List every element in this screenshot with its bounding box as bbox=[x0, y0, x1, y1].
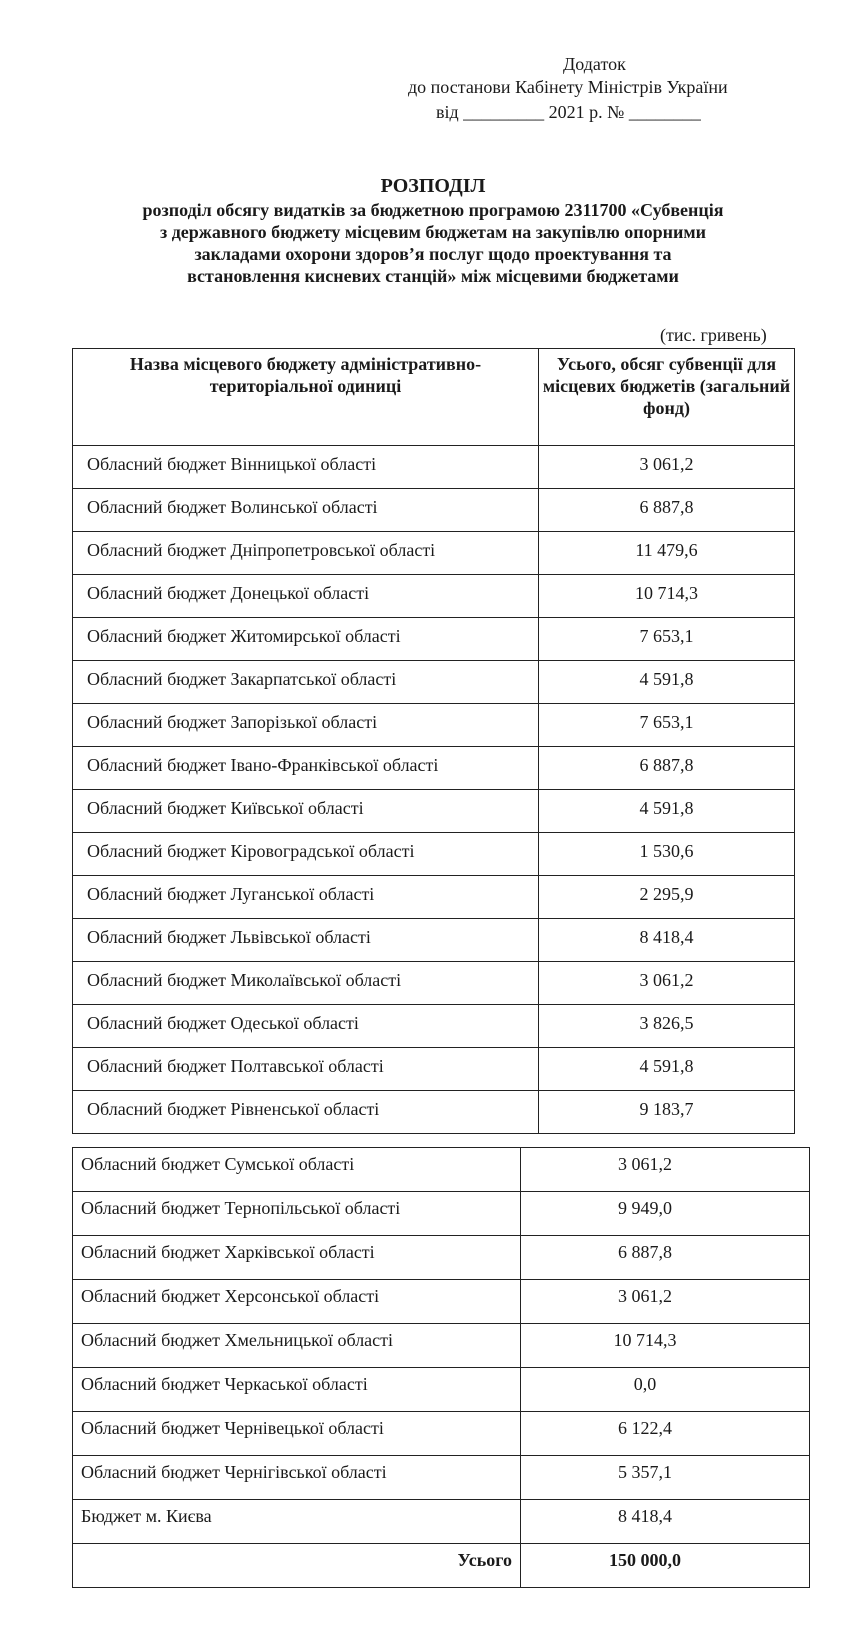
distribution-table-page2 bbox=[72, 1147, 810, 1588]
budget-name-cell: Обласний бюджет Вінницької області bbox=[73, 446, 539, 489]
amount-cell: 0,0 bbox=[521, 1368, 810, 1412]
budget-name-cell: Обласний бюджет Тернопільської області bbox=[73, 1192, 521, 1236]
distribution-table-page1 bbox=[72, 348, 795, 1134]
subtitle-line: встановлення кисневих станцій» між місцевими бюджетами bbox=[187, 266, 679, 286]
budget-name-cell: Обласний бюджет Полтавської області bbox=[73, 1048, 539, 1091]
table-row bbox=[73, 446, 795, 489]
column-header-amount: Усього, обсяг субвенції для місцевих бюджетів (загальний фонд) bbox=[539, 349, 795, 446]
budget-name-cell: Обласний бюджет Запорізької області bbox=[73, 704, 539, 747]
budget-name-cell: Обласний бюджет Дніпропетровської області bbox=[73, 532, 539, 575]
table-row bbox=[73, 790, 795, 833]
amount-cell: 8 418,4 bbox=[539, 919, 795, 962]
budget-name-cell: Обласний бюджет Донецької області bbox=[73, 575, 539, 618]
amount-cell: 3 061,2 bbox=[521, 1148, 810, 1192]
amount-cell: 4 591,8 bbox=[539, 1048, 795, 1091]
column-header-budget-name: Назва місцевого бюджету адміністративно-територіальної одиниці bbox=[73, 349, 539, 446]
budget-name-cell: Обласний бюджет Одеської області bbox=[73, 1005, 539, 1048]
amount-cell: 7 653,1 bbox=[539, 704, 795, 747]
amount-cell: 3 061,2 bbox=[539, 962, 795, 1005]
amount-cell: 4 591,8 bbox=[539, 661, 795, 704]
budget-name-cell: Обласний бюджет Хмельницької області bbox=[73, 1324, 521, 1368]
amount-cell: 10 714,3 bbox=[521, 1324, 810, 1368]
table-body-page2 bbox=[73, 1148, 810, 1544]
table-row bbox=[73, 1048, 795, 1091]
table-body-page1 bbox=[73, 446, 795, 1134]
table-row bbox=[73, 876, 795, 919]
subtitle-line: розподіл обсягу видатків за бюджетною програмою 2311700 «Субвенція bbox=[142, 200, 724, 220]
amount-cell: 7 653,1 bbox=[539, 618, 795, 661]
amount-cell: 9 183,7 bbox=[539, 1091, 795, 1134]
amount-cell: 11 479,6 bbox=[539, 532, 795, 575]
table-row bbox=[73, 747, 795, 790]
resolution-reference: до постанови Кабінету Міністрів України bbox=[408, 77, 728, 97]
budget-name-cell: Обласний бюджет Житомирської області bbox=[73, 618, 539, 661]
budget-name-cell: Обласний бюджет Івано-Франківської області bbox=[73, 747, 539, 790]
table-row bbox=[73, 1456, 810, 1500]
total-value: 150 000,0 bbox=[521, 1544, 810, 1588]
budget-name-cell: Обласний бюджет Херсонської області bbox=[73, 1280, 521, 1324]
table-row bbox=[73, 1324, 810, 1368]
table-row bbox=[73, 1236, 810, 1280]
units-label: (тис. гривень) bbox=[660, 325, 767, 345]
budget-name-cell: Обласний бюджет Кіровоградської області bbox=[73, 833, 539, 876]
amount-cell: 10 714,3 bbox=[539, 575, 795, 618]
budget-name-cell: Обласний бюджет Львівської області bbox=[73, 919, 539, 962]
amount-cell: 1 530,6 bbox=[539, 833, 795, 876]
subtitle-line: з державного бюджету місцевим бюджетам на закупівлю опорними bbox=[159, 222, 707, 242]
table-row bbox=[73, 1280, 810, 1324]
budget-name-cell: Обласний бюджет Закарпатської області bbox=[73, 661, 539, 704]
amount-cell: 6 887,8 bbox=[539, 747, 795, 790]
amount-cell: 6 887,8 bbox=[521, 1236, 810, 1280]
budget-name-cell: Обласний бюджет Волинської області bbox=[73, 489, 539, 532]
table-row bbox=[73, 661, 795, 704]
amount-cell: 3 061,2 bbox=[539, 446, 795, 489]
table-row bbox=[73, 1148, 810, 1192]
budget-name-cell: Обласний бюджет Харківської області bbox=[73, 1236, 521, 1280]
budget-name-cell: Обласний бюджет Чернівецької області bbox=[73, 1412, 521, 1456]
budget-name-cell: Обласний бюджет Рівненської області bbox=[73, 1091, 539, 1134]
subtitle-line: закладами охорони здоров’я послуг щодо проектування та bbox=[194, 244, 672, 264]
budget-name-cell: Обласний бюджет Сумської області bbox=[73, 1148, 521, 1192]
amount-cell: 5 357,1 bbox=[521, 1456, 810, 1500]
table-row bbox=[73, 532, 795, 575]
table-row bbox=[73, 704, 795, 747]
amount-cell: 4 591,8 bbox=[539, 790, 795, 833]
budget-name-cell: Обласний бюджет Київської області bbox=[73, 790, 539, 833]
table-row bbox=[73, 1368, 810, 1412]
budget-name-cell: Обласний бюджет Луганської області bbox=[73, 876, 539, 919]
budget-name-cell: Обласний бюджет Чернігівської області bbox=[73, 1456, 521, 1500]
budget-name-cell: Обласний бюджет Миколаївської області bbox=[73, 962, 539, 1005]
table-row bbox=[73, 919, 795, 962]
table-row bbox=[73, 1500, 810, 1544]
amount-cell: 2 295,9 bbox=[539, 876, 795, 919]
table-row bbox=[73, 618, 795, 661]
document-subtitle bbox=[40, 199, 826, 287]
table-row bbox=[73, 489, 795, 532]
table-row bbox=[73, 1005, 795, 1048]
amount-cell: 3 061,2 bbox=[521, 1280, 810, 1324]
amount-cell: 9 949,0 bbox=[521, 1192, 810, 1236]
resolution-date-number: від _________ 2021 р. № ________ bbox=[436, 102, 701, 122]
table-row bbox=[73, 1192, 810, 1236]
budget-name-cell: Обласний бюджет Черкаської області bbox=[73, 1368, 521, 1412]
amount-cell: 3 826,5 bbox=[539, 1005, 795, 1048]
table-header-row bbox=[73, 349, 795, 446]
total-row bbox=[73, 1544, 810, 1588]
total-label: Усього bbox=[73, 1544, 521, 1588]
amount-cell: 8 418,4 bbox=[521, 1500, 810, 1544]
budget-name-cell: Бюджет м. Києва bbox=[73, 1500, 521, 1544]
table-row bbox=[73, 1412, 810, 1456]
amount-cell: 6 887,8 bbox=[539, 489, 795, 532]
appendix-label: Додаток bbox=[563, 54, 626, 74]
amount-cell: 6 122,4 bbox=[521, 1412, 810, 1456]
table-row bbox=[73, 962, 795, 1005]
table-row bbox=[73, 1091, 795, 1134]
document-title: РОЗПОДІЛ bbox=[380, 175, 486, 197]
table-row bbox=[73, 575, 795, 618]
table-row bbox=[73, 833, 795, 876]
